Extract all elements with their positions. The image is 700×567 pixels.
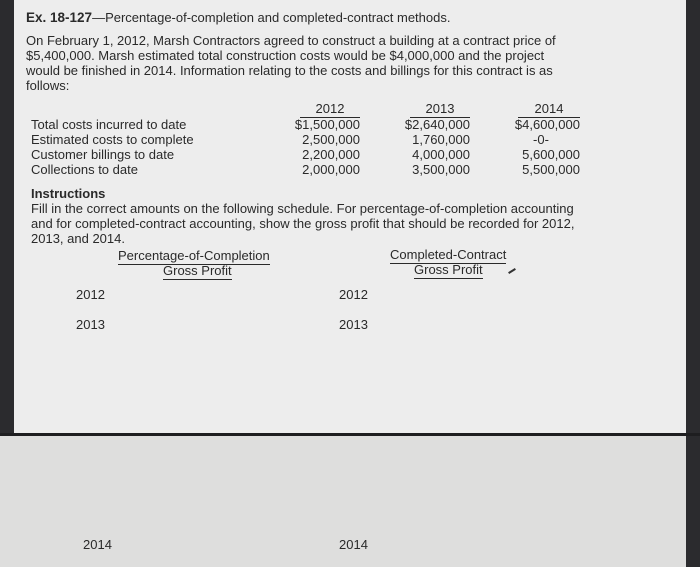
intro-line-4: follows:	[26, 78, 70, 93]
cell-total-costs-2012: $1,500,000	[294, 117, 360, 132]
table-year-2014: 2014	[518, 101, 580, 118]
problem-number: Ex. 18-127	[26, 10, 93, 25]
cell-collections-2012: 2,000,000	[302, 162, 360, 177]
cell-customer-billings-2012: 2,200,000	[302, 147, 360, 162]
poc-year-2013: 2013	[76, 317, 105, 332]
cc-year-2013: 2013	[339, 317, 368, 332]
row-label-total-costs: Total costs incurred to date	[31, 117, 187, 132]
intro-line-2: $5,400,000. Marsh estimated total construction costs would be $4,000,000 and the project	[26, 48, 545, 63]
row-label-estimated-costs: Estimated costs to complete	[31, 132, 194, 147]
row-label-customer-billings: Customer billings to date	[31, 147, 175, 162]
cc-year-2014: 2014	[339, 537, 368, 552]
poc-year-2012: 2012	[76, 287, 105, 302]
instructions-line-2: and for completed-contract accounting, show the gross profit that should be recorded for 2012,	[31, 216, 575, 231]
cell-customer-billings-2014: 5,600,000	[522, 147, 580, 162]
intro-line-3: would be finished in 2014. Information relating to the costs and billings for this contract is as	[26, 63, 553, 78]
cell-collections-2013: 3,500,000	[412, 162, 470, 177]
problem-topic: —Percentage-of-completion and completed-contract methods.	[92, 10, 451, 25]
cell-collections-2014: 5,500,000	[522, 162, 580, 177]
intro-line-1: On February 1, 2012, Marsh Contractors agreed to construct a building at a contract price of	[26, 33, 556, 48]
instructions-line-1: Fill in the correct amounts on the following schedule. For percentage-of-completion accounting	[31, 201, 574, 216]
cc-year-2012: 2012	[339, 287, 368, 302]
cell-customer-billings-2013: 4,000,000	[412, 147, 470, 162]
row-label-collections: Collections to date	[31, 162, 138, 177]
poc-year-2014: 2014	[83, 537, 112, 552]
cell-estimated-costs-2014: -0-	[533, 132, 549, 147]
cell-total-costs-2013: $2,640,000	[404, 117, 470, 132]
instructions-heading: Instructions	[31, 186, 106, 201]
cell-estimated-costs-2012: 2,500,000	[302, 132, 360, 147]
cc-header-title: Completed-Contract	[390, 247, 507, 262]
poc-header-title: Percentage-of-Completion	[118, 248, 270, 263]
instructions-line-3: 2013, and 2014.	[31, 231, 125, 246]
cc-header-subtitle: Gross Profit	[414, 262, 483, 277]
cell-estimated-costs-2013: 1,760,000	[412, 132, 470, 147]
table-year-2013: 2013	[410, 101, 470, 118]
table-year-2012: 2012	[300, 101, 360, 118]
cell-total-costs-2014: $4,600,000	[514, 117, 580, 132]
problem-title	[26, 10, 450, 26]
poc-header-subtitle: Gross Profit	[163, 263, 232, 278]
